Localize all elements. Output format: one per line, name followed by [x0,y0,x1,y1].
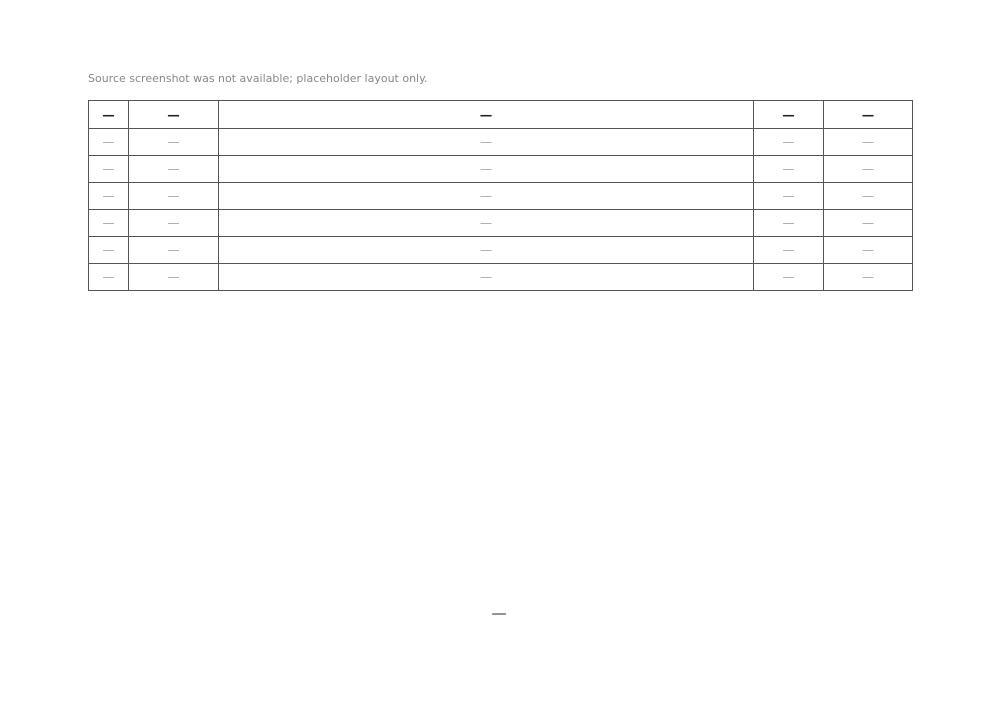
table-cell: — [89,129,129,156]
table-row [89,210,913,237]
table-cell: — [129,129,219,156]
table-row [89,237,913,264]
document-page [88,100,912,291]
table-cell: — [129,210,219,237]
header-col-3: — [219,101,754,129]
table-row [89,156,913,183]
table-cell: — [754,156,824,183]
table-body [89,129,913,291]
table-cell: — [89,237,129,264]
table-cell: — [824,210,913,237]
table-cell: — [219,210,754,237]
header-col-1: — [89,101,129,129]
table-cell: — [754,183,824,210]
table-cell: — [824,264,913,291]
table-cell: — [754,129,824,156]
header-col-2: — [129,101,219,129]
table-cell: — [129,183,219,210]
standards-table [88,100,913,291]
table-cell: — [89,264,129,291]
table-cell: — [129,264,219,291]
table-cell: — [219,264,754,291]
table-cell: — [219,237,754,264]
table-cell: — [89,210,129,237]
page-number: — [491,604,509,622]
table-cell: — [219,129,754,156]
table-cell: — [824,129,913,156]
header-col-4: — [754,101,824,129]
table-header-row [89,101,913,129]
table-cell: — [89,183,129,210]
table-row [89,129,913,156]
table-row [89,264,913,291]
table-cell: — [219,156,754,183]
table-cell: — [824,237,913,264]
header-col-5: — [824,101,913,129]
table-cell: — [89,156,129,183]
placeholder-notice: Source screenshot was not available; placeholder layout only. [88,72,428,85]
table-cell: — [219,183,754,210]
table-cell: — [754,264,824,291]
table-cell: — [824,156,913,183]
table-cell: — [754,210,824,237]
table-cell: — [824,183,913,210]
table-row [89,183,913,210]
table-cell: — [754,237,824,264]
table-cell: — [129,237,219,264]
table-cell: — [129,156,219,183]
